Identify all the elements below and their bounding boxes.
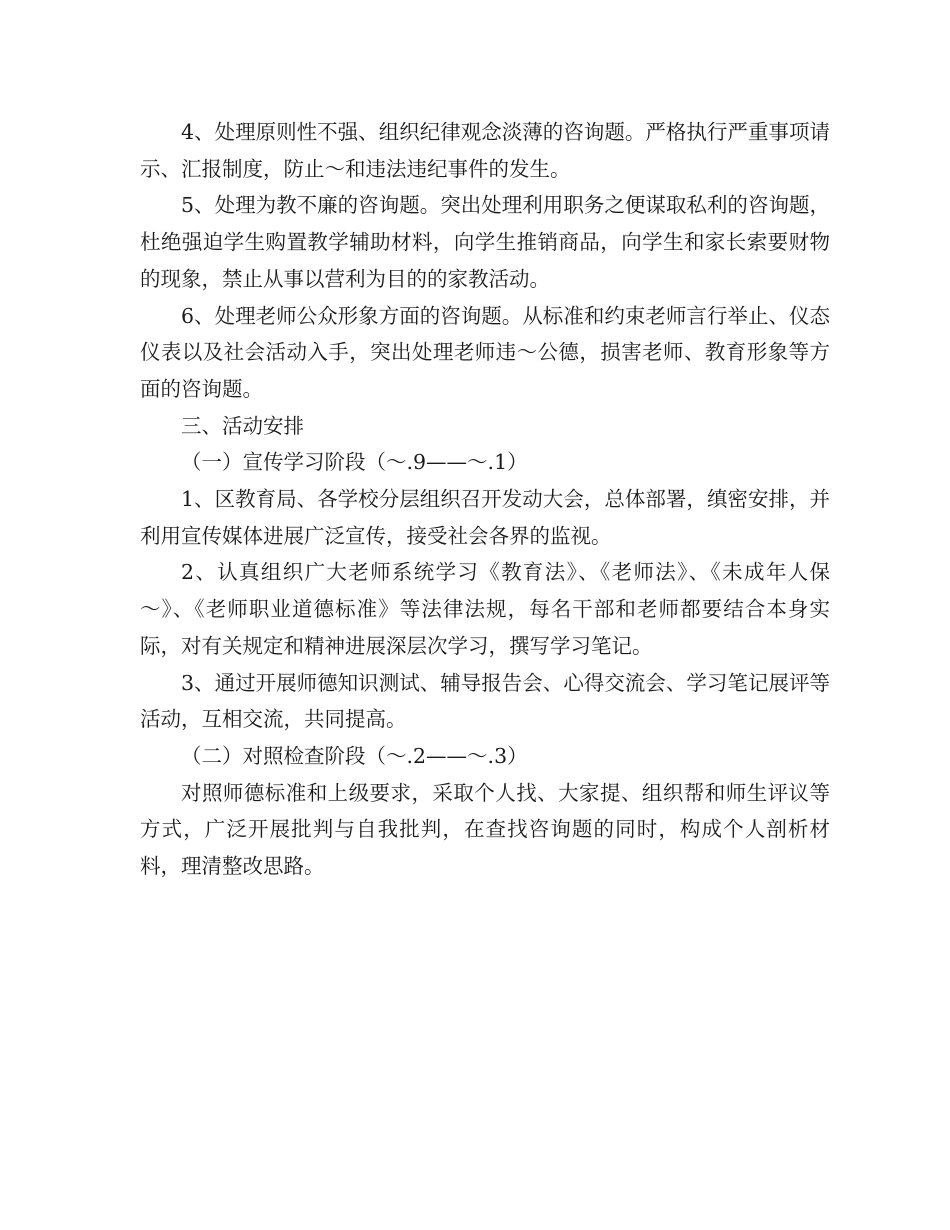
document-body xyxy=(140,114,830,885)
paragraph-item-6: 6、处理老师公众形象方面的咨询题。从标准和约束老师言行举止、仪态仪表以及社会活动入手，突出处理老师违～公德，损害老师、教育形象等方面的咨询题。 xyxy=(140,303,830,401)
paragraph-step-1: 1、区教育局、各学校分层组织召开发动大会，总体部署，缜密安排，并利用宣传媒体进展广泛宣传，接受社会各界的监视。 xyxy=(140,487,830,548)
paragraph-step-2: 2、认真组织广大老师系统学习《教育法》、《老师法》、《未成年人保～》、《老师职业道德标准》等法律法规，每名干部和老师都要结合本身实际，对有关规定和精神进展深层次学习，撰写学习笔记。 xyxy=(140,560,830,658)
section-heading-activity-arrangement: 三、活动安排 xyxy=(181,413,304,438)
subsection-heading-self-inspection: （二）对照检查阶段（～.2——～.3） xyxy=(181,743,528,768)
paragraph-item-5: 5、处理为教不廉的咨询题。突出处理利用职务之便谋取私利的咨询题，杜绝强迫学生购置教学辅助材料，向学生推销商品，向学生和家长索要财物的现象，禁止从事以营利为目的的家教活动。 xyxy=(140,193,830,291)
paragraph-self-inspection: 对照师德标准和上级要求，采取个人找、大家提、组织帮和师生评议等方式，广泛开展批判与自我批判，在查找咨询题的同时，构成个人剖析材料，理清整改思路。 xyxy=(140,780,830,879)
subsection-heading-publicity-study: （一）宣传学习阶段（～.9——～.1） xyxy=(181,450,528,475)
paragraph-item-4: 4、处理原则性不强、组织纪律观念淡薄的咨询题。严格执行严重事项请示、汇报制度，防止～和违法违纪事件的发生。 xyxy=(140,120,830,181)
paragraph-step-3: 3、通过开展师德知识测试、辅导报告会、心得交流会、学习笔记展评等活动，互相交流，共同提高。 xyxy=(140,670,830,732)
